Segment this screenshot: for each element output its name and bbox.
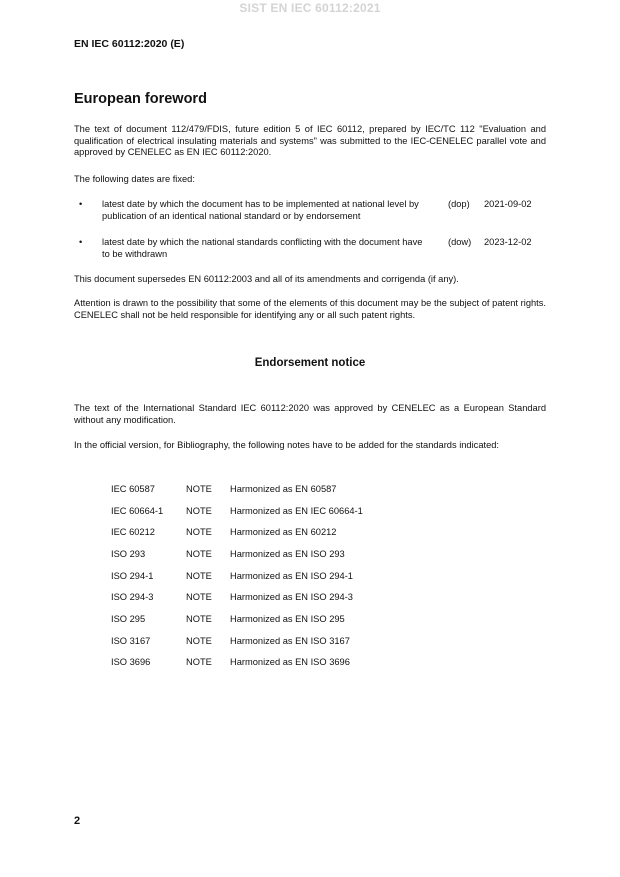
note-label: NOTE (186, 613, 212, 624)
table-row (108, 608, 363, 630)
harmonized-text: Harmonized as EN ISO 295 (230, 613, 345, 624)
dates-intro: The following dates are fixed: (74, 174, 195, 184)
patent-notice: Attention is drawn to the possibility that some of the elements of this document may be the subject of patent rights. CENELEC shall not be held responsible for identifying any or all such patent rights. (74, 298, 546, 320)
bullet: • (79, 199, 83, 209)
bullet: • (79, 237, 83, 247)
harmonized-text: Harmonized as EN ISO 294-1 (230, 570, 353, 581)
endorsement-title: Endorsement notice (254, 357, 366, 369)
harmonized-text: Harmonized as EN ISO 3696 (230, 657, 350, 668)
standard-ref: IEC 60212 (111, 527, 155, 538)
dow-date: 2023-12-02 (484, 237, 532, 247)
table-row (108, 652, 363, 674)
dow-code: (dow) (448, 237, 472, 247)
harmonized-text: Harmonized as EN ISO 293 (230, 548, 345, 559)
note-label: NOTE (186, 527, 212, 538)
dop-code: (dop) (448, 199, 470, 209)
standard-ref: ISO 294-1 (111, 570, 154, 581)
table-row (108, 543, 363, 565)
note-label: NOTE (186, 592, 212, 603)
dop-date: 2021-09-02 (484, 199, 532, 209)
foreword-intro: The text of document 112/479/FDIS, future edition 5 of IEC 60112, prepared by IEC/TC 112 "Evaluation and qualification of electrical insulating materials and systems" was submitted to the IEC-CENELEC parallel vote and approved by CENELEC as EN IEC 60112:2020. (74, 124, 546, 157)
document-id: EN IEC 60112:2020 (E) (74, 38, 185, 50)
note-label: NOTE (186, 483, 212, 494)
table-row (108, 565, 363, 587)
note-label: NOTE (186, 505, 212, 516)
dow-description: latest date by which the national standards conflicting with the document have to be withdrawn (102, 237, 423, 259)
page-number: 2 (74, 815, 81, 827)
note-label: NOTE (186, 570, 212, 581)
note-label: NOTE (186, 548, 212, 559)
standard-ref: ISO 3696 (111, 657, 151, 668)
harmonized-text: Harmonized as EN IEC 60664-1 (230, 505, 363, 516)
harmonization-notes-table (108, 478, 363, 673)
table-row (108, 500, 363, 522)
dop-description: latest date by which the document has to be implemented at national level by publication of an identical national standard or by endorsement (102, 199, 419, 221)
standard-ref: ISO 295 (111, 613, 146, 624)
supersedes-note: This document supersedes EN 60112:2003 and all of its amendments and corrigenda (if any). (74, 274, 459, 284)
standard-ref: IEC 60664-1 (111, 505, 164, 516)
note-label: NOTE (186, 657, 212, 668)
standard-ref: ISO 3167 (111, 635, 151, 646)
bibliography-instruction: In the official version, for Bibliography, the following notes have to be added for the standards indicated: (74, 440, 499, 450)
standard-ref: ISO 294-3 (111, 592, 154, 603)
foreword-title: European foreword (74, 91, 207, 107)
standard-ref: IEC 60587 (111, 483, 155, 494)
table-row (108, 586, 363, 608)
table-row (108, 521, 363, 543)
harmonized-text: Harmonized as EN ISO 3167 (230, 635, 350, 646)
harmonized-text: Harmonized as EN 60212 (230, 527, 337, 538)
note-label: NOTE (186, 635, 212, 646)
watermark: SIST EN IEC 60112:2021 (239, 1, 381, 15)
table-row (108, 478, 363, 500)
standard-ref: ISO 293 (111, 548, 146, 559)
harmonized-text: Harmonized as EN ISO 294-3 (230, 592, 353, 603)
harmonized-text: Harmonized as EN 60587 (230, 483, 337, 494)
table-row (108, 630, 363, 652)
endorsement-text: The text of the International Standard IEC 60112:2020 was approved by CENELEC as a European Standard without any modification. (74, 403, 546, 425)
